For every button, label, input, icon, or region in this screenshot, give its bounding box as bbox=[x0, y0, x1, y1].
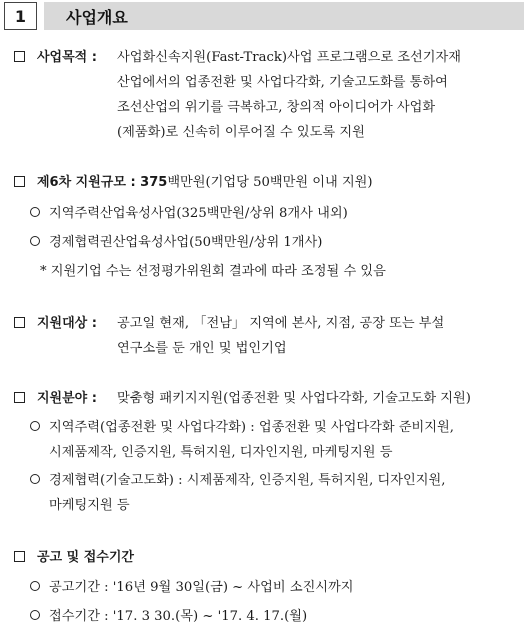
schedule-item: 접수기간 : '17. 3 30.(목) ~ '17. 4. 17.(월) bbox=[49, 609, 308, 624]
schedule-label: 공고 및 접수기간 bbox=[37, 550, 134, 565]
bullet-circle-icon bbox=[30, 610, 40, 620]
bullet-square-icon bbox=[14, 392, 25, 403]
scale-item: 경제협력권산업육성사업(50백만원/상위 1개사) bbox=[49, 235, 323, 250]
scale-rest: 백만원(기업당 50백만원 이내 지원) bbox=[167, 175, 373, 190]
field-item-line: 마케팅지원 등 bbox=[49, 498, 130, 513]
purpose-line: 사업화신속지원(Fast-Track)사업 프로그램으로 조선기자재 bbox=[117, 50, 461, 65]
scale-heading bbox=[37, 171, 373, 190]
scale-note: * 지원기업 수는 선정평가위원회 결과에 따라 조정될 수 있음 bbox=[40, 264, 386, 279]
section-title: 사업개요 bbox=[66, 8, 128, 27]
bullet-circle-icon bbox=[30, 421, 40, 431]
field-label: 지원분야 : bbox=[37, 391, 97, 406]
target-line: 연구소를 둔 개인 및 법인기업 bbox=[117, 341, 287, 356]
bullet-square-icon bbox=[14, 51, 25, 62]
field-item-line: 시제품제작, 인증지원, 특허지원, 디자인지원, 마케팅지원 등 bbox=[49, 445, 393, 460]
scale-label: 제6차 지원규모 : 375 bbox=[37, 175, 168, 190]
field-item-line: 경제협력(기술고도화) : 시제품제작, 인증지원, 특허지원, 디자인지원, bbox=[49, 473, 446, 488]
bullet-square-icon bbox=[14, 317, 25, 328]
target-line: 공고일 현재, 「전남」 지역에 본사, 지점, 공장 또는 부설 bbox=[117, 316, 445, 331]
purpose-label: 사업목적 : bbox=[37, 50, 97, 65]
scale-item: 지역주력산업육성사업(325백만원/상위 8개사 내외) bbox=[49, 206, 348, 221]
purpose-line: (제품화)로 신속히 이루어질 수 있도록 지원 bbox=[117, 125, 365, 140]
target-label: 지원대상 : bbox=[37, 316, 97, 331]
field-item-line: 지역주력(업종전환 및 사업다각화) : 업종전환 및 사업다각화 준비지원, bbox=[49, 420, 454, 435]
section-number: 1 bbox=[4, 2, 37, 30]
schedule-item: 공고기간 : '16년 9월 30일(금) ~ 사업비 소진시까지 bbox=[49, 580, 354, 595]
bullet-square-icon bbox=[14, 551, 25, 562]
purpose-line: 산업에서의 업종전환 및 사업다각화, 기술고도화를 통하여 bbox=[117, 75, 448, 90]
field-rest: 맞춤형 패키지지원(업종전환 및 사업다각화, 기술고도화 지원) bbox=[117, 391, 471, 406]
bullet-square-icon bbox=[14, 176, 25, 187]
purpose-line: 조선산업의 위기를 극복하고, 창의적 아이디어가 사업화 bbox=[117, 100, 436, 115]
bullet-circle-icon bbox=[30, 474, 40, 484]
bullet-circle-icon bbox=[30, 581, 40, 591]
section-title-bar bbox=[44, 2, 524, 30]
bullet-circle-icon bbox=[30, 207, 40, 217]
bullet-circle-icon bbox=[30, 236, 40, 246]
